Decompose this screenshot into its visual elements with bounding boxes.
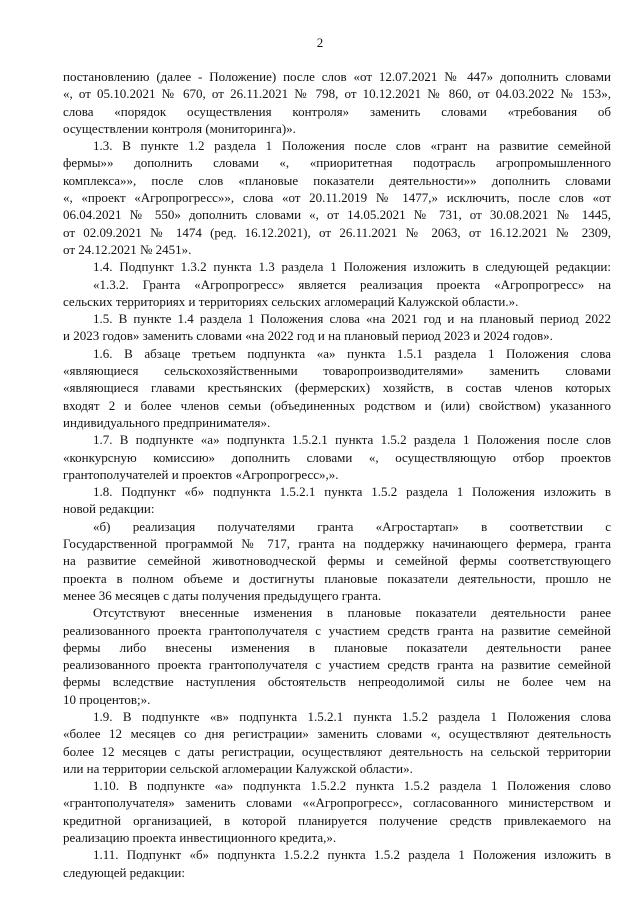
text-line: осуществлении контроля (мониторинга)». <box>63 120 296 136</box>
text-line: «, от 05.10.2021 № 670, от 26.11.2021 № 798, от 10.12.2021 № 860, от 04.03.2022 № 153», <box>63 86 611 102</box>
text-line: слова «порядок осуществления контроля» заменить словами «требования об <box>63 103 611 119</box>
text-line: 1.5. В пункте 1.4 раздела 1 Положения слова «на 2021 год и на плановый период 2022 <box>93 311 611 327</box>
text-line: следующей редакции: <box>63 864 185 880</box>
text-line: комплекса»», после слов «плановые показатели деятельности»» дополнить словами <box>63 172 611 188</box>
text-line: «являющиеся главами крестьянских (фермерских) хозяйств, в состав членов которых <box>63 380 611 396</box>
text-line: сельских территориях и территориях сельских агломераций Калужской области.». <box>63 293 519 309</box>
text-line: «1.3.2. Гранта «Агропрогресс» является реализация проекта «Агропрогресс» на <box>93 276 611 292</box>
text-line: входят 2 и более членов семьи (объединенных родством и (или) свойством) указанного <box>63 397 611 413</box>
text-line: 1.6. В абзаце третьем подпункта «а» пункта 1.5.1 раздела 1 Положения слова <box>93 345 611 361</box>
text-line: 1.9. В подпункте «в» подпункта 1.5.2.1 пункта 1.5.2 раздела 1 Положения слова <box>93 708 611 724</box>
text-line: кредитной организацией, в которой планируется получение средств привлекаемого на <box>63 812 611 828</box>
text-line: индивидуального предпринимателя». <box>63 414 271 430</box>
text-line: 10 процентов;». <box>63 691 151 707</box>
text-line: фермы либо внесены изменения в плановые показатели деятельности ранее <box>63 639 611 655</box>
text-line: 1.7. В подпункте «а» подпункта 1.5.2.1 пункта 1.5.2 раздела 1 Положения после слов <box>93 432 611 448</box>
text-line: Отсутствуют внесенные изменения в плановые показатели деятельности ранее <box>93 605 611 621</box>
text-line: 1.8. Подпункт «б» подпункта 1.5.2.1 пункта 1.5.2 раздела 1 Положения изложить в <box>93 484 611 500</box>
text-line: проекта в полном объеме и достигнуты плановые показатели деятельности, прошло не <box>63 570 611 586</box>
text-line: от 02.09.2021 № 1474 (ред. 16.12.2021), от 26.11.2021 № 2063, от 16.12.2021 № 2309, <box>63 224 611 240</box>
text-line: реализованного проекта грантополучателя с участием средств гранта на развитие семейной <box>63 657 611 673</box>
document-body <box>63 68 611 881</box>
text-line: 06.04.2021 № 550» дополнить словами «, от 14.05.2021 № 731, от 30.08.2021 № 1445, <box>63 207 611 223</box>
text-line: постановлению (далее - Положение) после слов «от 12.07.2021 № 447» дополнить словами <box>63 69 611 84</box>
text-line: «являющиеся сельскохозяйственными товаропроизводителями» заменить словами <box>63 363 611 379</box>
text-line: или на территории сельской агломерации Калужской области». <box>63 760 413 776</box>
text-line: от 24.12.2021 № 2451». <box>63 241 192 257</box>
text-line: реализованного проекта грантополучателя с участием средств гранта на развитие семейной <box>63 622 611 638</box>
text-line: «конкурсную комиссию» дополнить словами «, осуществляющую отбор проектов <box>63 449 611 465</box>
text-line: более 12 месяцев с даты регистрации, осуществляют деятельность на сельской территории <box>63 743 611 759</box>
text-line: «б) реализация получателями гранта «Агростартап» в соответствии с <box>93 518 611 534</box>
text-line: грантополучателей и проектов «Агропрогресс»,». <box>63 466 339 482</box>
text-line: 1.3. В пункте 1.2 раздела 1 Положения после слов «грант на развитие семейной <box>93 138 611 154</box>
text-line: реализацию проекта инвестиционного кредита,». <box>63 830 337 846</box>
text-line: Государственной программой № 717, гранта на поддержку начинающего фермера, гранта <box>63 536 611 552</box>
text-line: фермы»» дополнить словами «, «приоритетная подотрасль агропромышленного <box>63 155 611 171</box>
text-line: и 2023 годов» заменить словами «на 2022 год и на плановый период 2023 и 2024 годов». <box>63 328 553 344</box>
text-line: менее 36 месяцев с даты получения предыдущего гранта. <box>63 587 382 603</box>
text-line: «, «проект «Агропрогресс»», слова «от 20.11.2019 № 1477,» исключить, после слов «от <box>63 190 611 206</box>
text-line: фермы вследствие наступления обстоятельств непреодолимой силы не более чем на <box>63 674 611 690</box>
text-line: 1.11. Подпункт «б» подпункта 1.5.2.2 пункта 1.5.2 раздела 1 Положения изложить в <box>93 847 611 863</box>
text-line: 1.4. Подпункт 1.3.2 пункта 1.3 раздела 1 Положения изложить в следующей редакции: <box>93 259 611 275</box>
text-line: 1.10. В подпункте «а» подпункта 1.5.2.2 пункта 1.5.2 раздела 1 Положения слово <box>93 778 611 794</box>
text-line: «грантополучателя» заменить словами ««Агропрогресс», согласованного министерством и <box>63 795 611 811</box>
text-line: «более 12 месяцев со дня регистрации» заменить словами «, осуществляют деятельность <box>63 726 611 742</box>
page-number: 2 <box>316 35 324 50</box>
text-line: на развитие семейной животноводческой фермы и семейной фермы соответствующего <box>63 553 611 569</box>
text-line: новой редакции: <box>63 501 155 517</box>
